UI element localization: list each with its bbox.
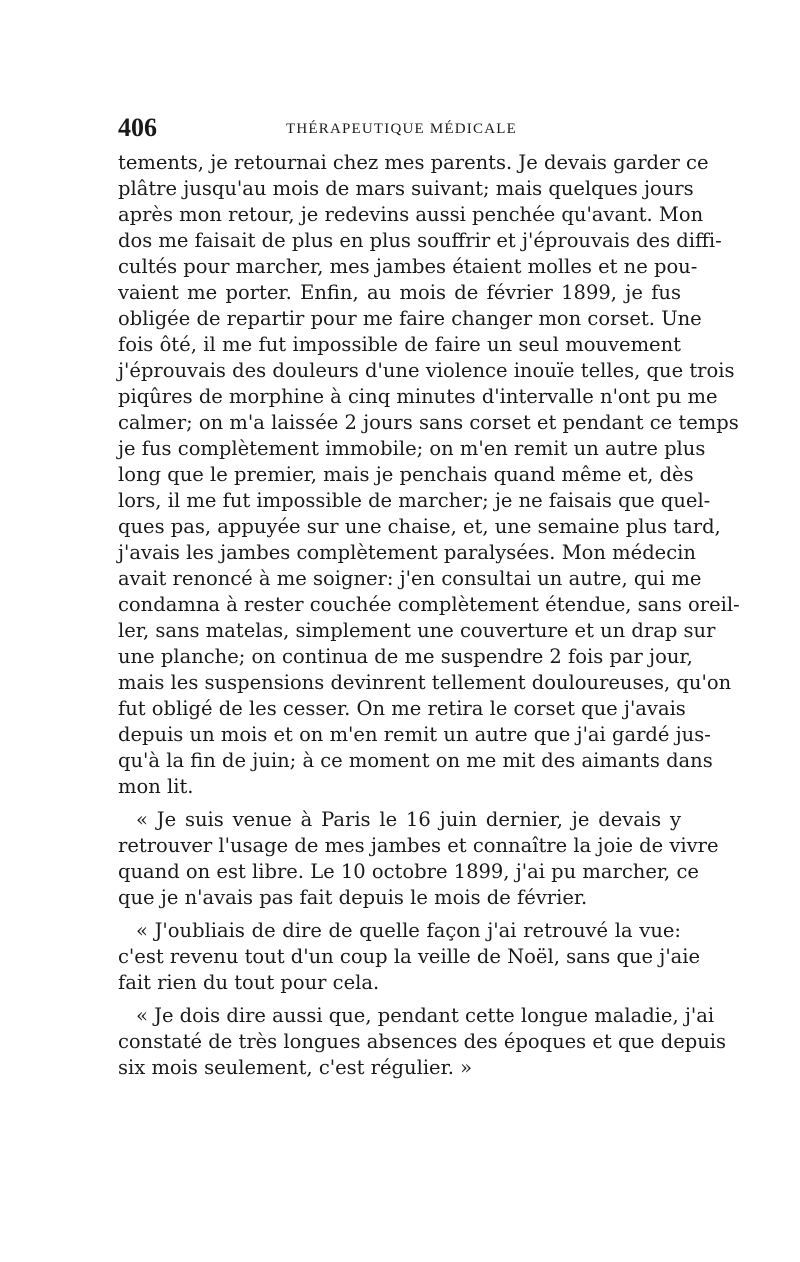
text-line: ques pas, appuyée sur une chaise, et, une semaine plus tard, xyxy=(118,515,721,538)
text-line: piqûres de morphine à cinq minutes d'intervalle n'ont pu me xyxy=(118,385,718,408)
text-line: dos me faisait de plus en plus souffrir et j'éprouvais des diffi- xyxy=(118,229,722,252)
page-number: 406 xyxy=(118,113,157,142)
text-line: mon lit. xyxy=(118,775,194,798)
text-line: fut obligé de les cesser. On me retira le corset que j'avais xyxy=(118,697,686,720)
text-line: c'est revenu tout d'un coup la veille de Noël, sans que j'aie xyxy=(118,945,701,968)
text-line: après mon retour, je redevins aussi penchée qu'avant. Mon xyxy=(118,203,704,226)
text-line: calmer; on m'a laissée 2 jours sans corset et pendant ce temps xyxy=(118,411,739,434)
text-line: long que le premier, mais je penchais quand même et, dès xyxy=(118,463,694,486)
text-line: j'éprouvais des douleurs d'une violence inouïe telles, que trois xyxy=(118,359,735,382)
text-line: je fus complètement immobile; on m'en remit un autre plus xyxy=(118,437,706,460)
body-text xyxy=(118,150,740,1081)
text-line: cultés pour marcher, mes jambes étaient molles et ne pou- xyxy=(118,255,698,278)
text-line: condamna à rester couchée complètement étendue, sans oreil- xyxy=(118,593,740,616)
text-line: retrouver l'usage de mes jambes et connaître la joie de vivre xyxy=(118,834,719,857)
paragraph xyxy=(118,918,701,996)
text-line: fois ôté, il me fut impossible de faire un seul mouvement xyxy=(118,333,681,356)
text-line: une planche; on continua de me suspendre 2 fois par jour, xyxy=(118,645,693,668)
text-line: « J'oubliais de dire de quelle façon j'ai retrouvé la vue: xyxy=(136,919,681,942)
paragraph xyxy=(118,150,740,800)
text-line: obligée de repartir pour me faire changer mon corset. Une xyxy=(118,307,702,330)
text-line: mais les suspensions devinrent tellement douloureuses, qu'on xyxy=(118,671,732,694)
text-line: fait rien du tout pour cela. xyxy=(118,971,380,994)
page-header xyxy=(118,113,678,143)
text-line: depuis un mois et on m'en remit un autre que j'ai gardé jus- xyxy=(118,723,711,746)
text-line: « Je dois dire aussi que, pendant cette longue maladie, j'ai xyxy=(136,1004,715,1027)
running-title: THÉRAPEUTIQUE MÉDICALE xyxy=(286,121,517,137)
text-line: quand on est libre. Le 10 octobre 1899, j'ai pu marcher, ce xyxy=(118,860,699,883)
text-line: qu'à la fin de juin; à ce moment on me mit des aimants dans xyxy=(118,749,713,772)
paragraph xyxy=(118,1003,727,1081)
text-line: plâtre jusqu'au mois de mars suivant; mais quelques jours xyxy=(118,177,694,200)
text-line: que je n'avais pas fait depuis le mois de février. xyxy=(118,886,588,909)
text-line: vaient me porter. Enfin, au mois de février 1899, je fus xyxy=(118,281,681,304)
text-line: lors, il me fut impossible de marcher; je ne faisais que quel- xyxy=(118,489,711,512)
paragraph xyxy=(118,807,719,911)
text-line: « Je suis venue à Paris le 16 juin dernier, je devais y xyxy=(136,808,681,831)
text-line: avait renoncé à me soigner: j'en consultai un autre, qui me xyxy=(118,567,702,590)
text-line: j'avais les jambes complètement paralysées. Mon médecin xyxy=(118,541,696,564)
text-line: ler, sans matelas, simplement une couverture et un drap sur xyxy=(118,619,716,642)
text-line: six mois seulement, c'est régulier. » xyxy=(118,1056,473,1079)
text-line: tements, je retournai chez mes parents. Je devais garder ce xyxy=(118,151,709,174)
text-line: constaté de très longues absences des époques et que depuis xyxy=(118,1030,727,1053)
